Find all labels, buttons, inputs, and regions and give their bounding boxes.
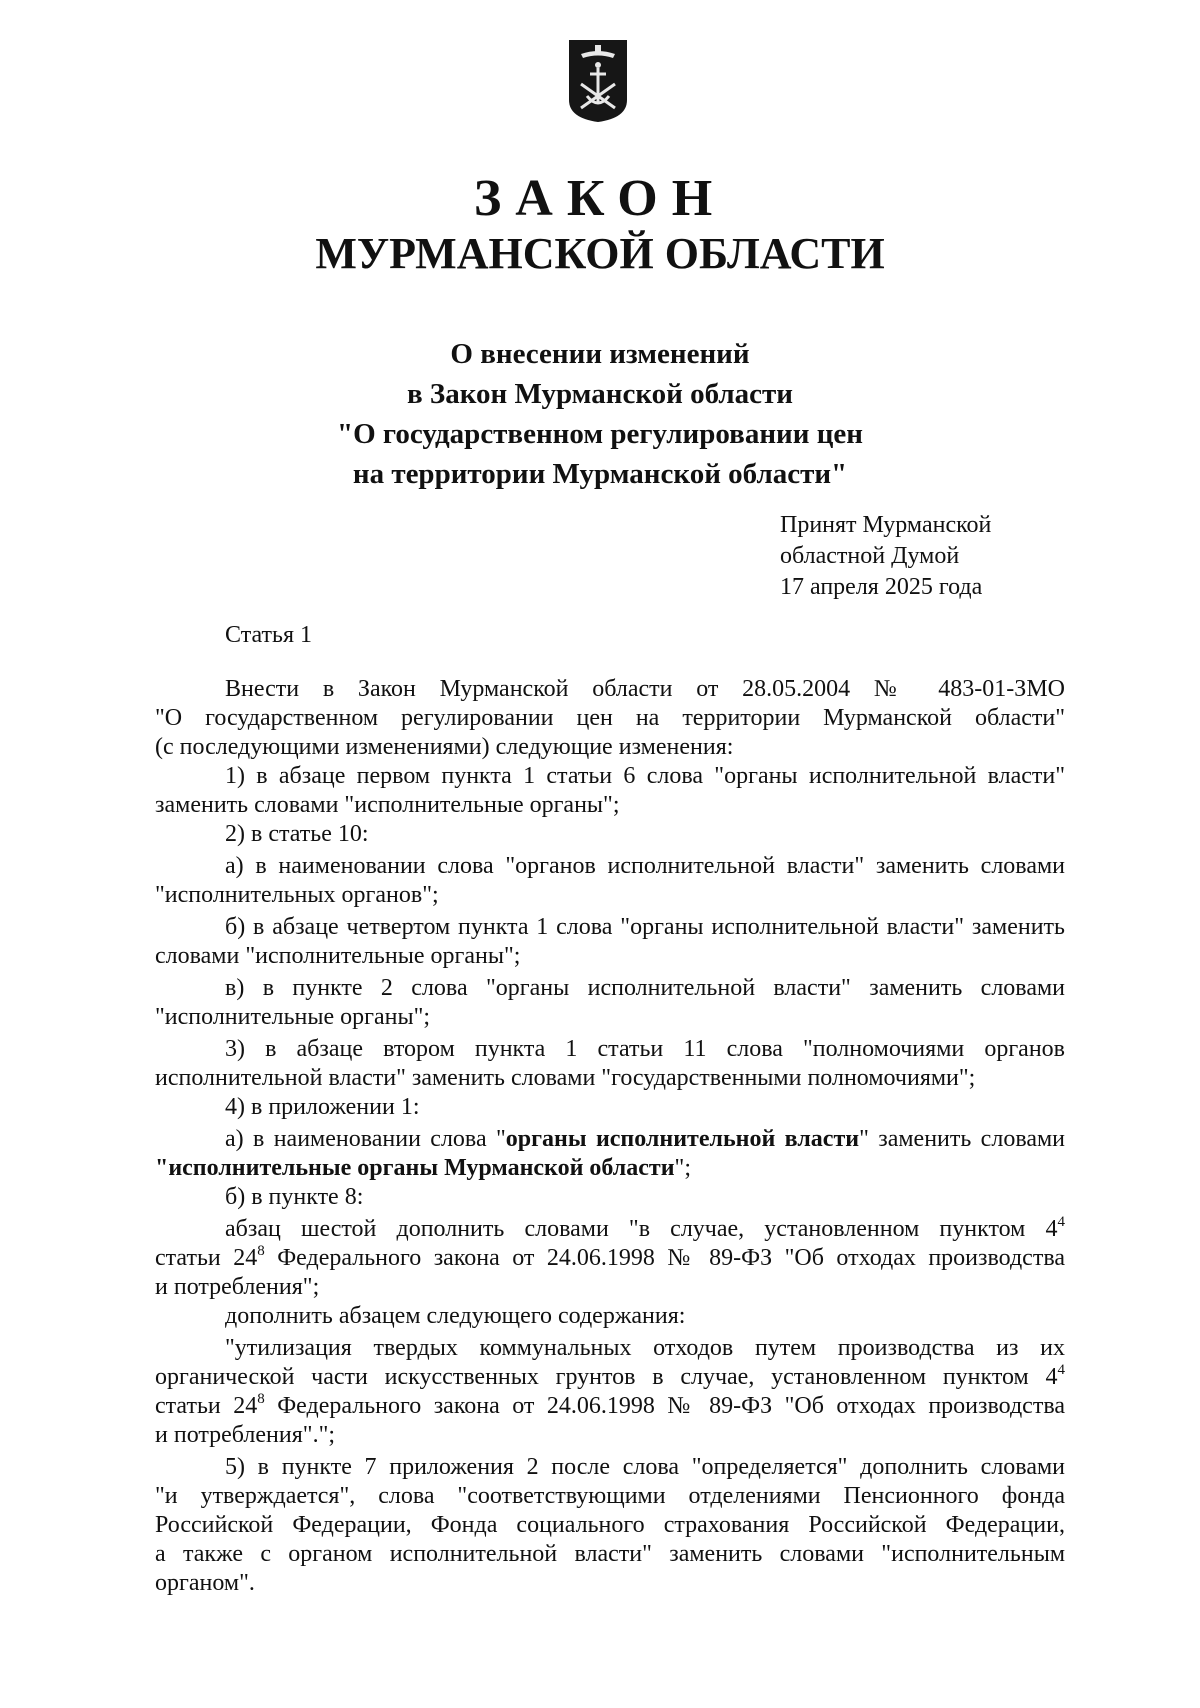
body-line: а) в наименовании слова "органов исполнительной власти" заменить словами xyxy=(225,853,1065,879)
text-run: " заменить словами xyxy=(859,1126,1066,1152)
body-line: "О государственном регулировании цен на территории Мурманской области" xyxy=(155,705,1065,731)
body-line: заменить словами "исполнительные органы"; xyxy=(155,792,620,818)
subtitle-line: на территории Мурманской области" xyxy=(352,458,848,490)
text-run: статьи 24 xyxy=(155,1245,258,1271)
article-heading: Статья 1 xyxy=(225,622,312,648)
superscript: 4 xyxy=(1057,1214,1065,1230)
body-line: и потребления"."; xyxy=(155,1422,336,1448)
subtitle-line: "О государственном регулировании цен xyxy=(337,418,863,450)
text-run: Федерального закона от 24.06.1998 № 89-ФЗ "Об отходах производства xyxy=(264,1393,1065,1419)
body-line: б) в абзаце четвертом пункта 1 слова "органы исполнительной власти" заменить xyxy=(225,914,1065,940)
text-run: а) в наименовании слова " xyxy=(225,1126,506,1152)
adoption-line: Принят Мурманской xyxy=(780,512,992,538)
text-run: статьи 24 xyxy=(155,1393,258,1419)
article-body xyxy=(155,675,1065,1598)
text-run: органической части искусственных грунтов в случае, установленном пунктом 4 xyxy=(155,1364,1058,1390)
adoption-line: областной Думой xyxy=(780,543,960,569)
law-title: ЗАКОН xyxy=(473,170,727,227)
body-line: а также с органом исполнительной власти" заменить словами "исполнительным xyxy=(155,1541,1065,1567)
body-line xyxy=(155,1244,1065,1273)
body-line: (с последующими изменениями) следующие изменения: xyxy=(155,734,734,760)
body-line xyxy=(155,1125,1065,1154)
body-line: в) в пункте 2 слова "органы исполнительной власти" заменить словами xyxy=(225,975,1065,1001)
subtitle-line: в Закон Мурманской области xyxy=(407,378,793,410)
subtitle-line: О внесении изменений xyxy=(450,338,750,370)
body-line xyxy=(155,1215,1065,1244)
body-line: дополнить абзацем следующего содержания: xyxy=(225,1303,686,1329)
body-line: 4) в приложении 1: xyxy=(225,1094,420,1120)
body-line: и потребления"; xyxy=(155,1274,320,1300)
text-run: Федерального закона от 24.06.1998 № 89-ФЗ "Об отходах производства xyxy=(264,1245,1065,1271)
body-line xyxy=(155,1154,1065,1183)
body-line: Российской Федерации, Фонда социального страхования Российской Федерации, xyxy=(155,1512,1065,1538)
body-line: "исполнительные органы"; xyxy=(155,1004,431,1030)
superscript: 4 xyxy=(1057,1362,1065,1378)
coat-of-arms-icon xyxy=(567,38,629,124)
body-line: исполнительной власти" заменить словами "государственными полномочиями"; xyxy=(155,1065,976,1091)
body-line xyxy=(155,1363,1065,1392)
body-line: 2) в статье 10: xyxy=(225,821,369,847)
bold-text: исполнительные органы Мурманской области xyxy=(168,1155,675,1181)
region-title: МУРМАНСКОЙ ОБЛАСТИ xyxy=(315,229,885,278)
body-line: 3) в абзаце втором пункта 1 статьи 11 слова "полномочиями органов xyxy=(225,1036,1065,1062)
body-line: Внести в Закон Мурманской области от 28.05.2004 № 483-01-ЗМО xyxy=(225,676,1065,702)
superscript: 8 xyxy=(257,1243,265,1259)
body-line: "и утверждается", слова "соответствующими отделениями Пенсионного фонда xyxy=(155,1483,1065,1509)
body-line: б) в пункте 8: xyxy=(225,1184,364,1210)
bold-text: органы исполнительной власти xyxy=(505,1126,860,1152)
body-line: органом". xyxy=(155,1570,255,1596)
bold-text: " xyxy=(155,1155,169,1181)
adoption-date: 17 апреля 2025 года xyxy=(780,574,983,600)
body-line: словами "исполнительные органы"; xyxy=(155,943,521,969)
body-line: "исполнительных органов"; xyxy=(155,882,439,908)
body-line xyxy=(155,1392,1065,1421)
adoption-note xyxy=(780,510,991,603)
law-subtitle xyxy=(0,334,1200,494)
body-line: 5) в пункте 7 приложения 2 после слова "определяется" дополнить словами xyxy=(225,1454,1065,1480)
text-run: "; xyxy=(674,1155,691,1181)
text-run: абзац шестой дополнить словами "в случае, установленном пунктом 4 xyxy=(225,1216,1058,1242)
body-line: "утилизация твердых коммунальных отходов путем производства из их xyxy=(225,1335,1065,1361)
superscript: 8 xyxy=(257,1391,265,1407)
body-line: 1) в абзаце первом пункта 1 статьи 6 слова "органы исполнительной власти" xyxy=(225,763,1065,789)
